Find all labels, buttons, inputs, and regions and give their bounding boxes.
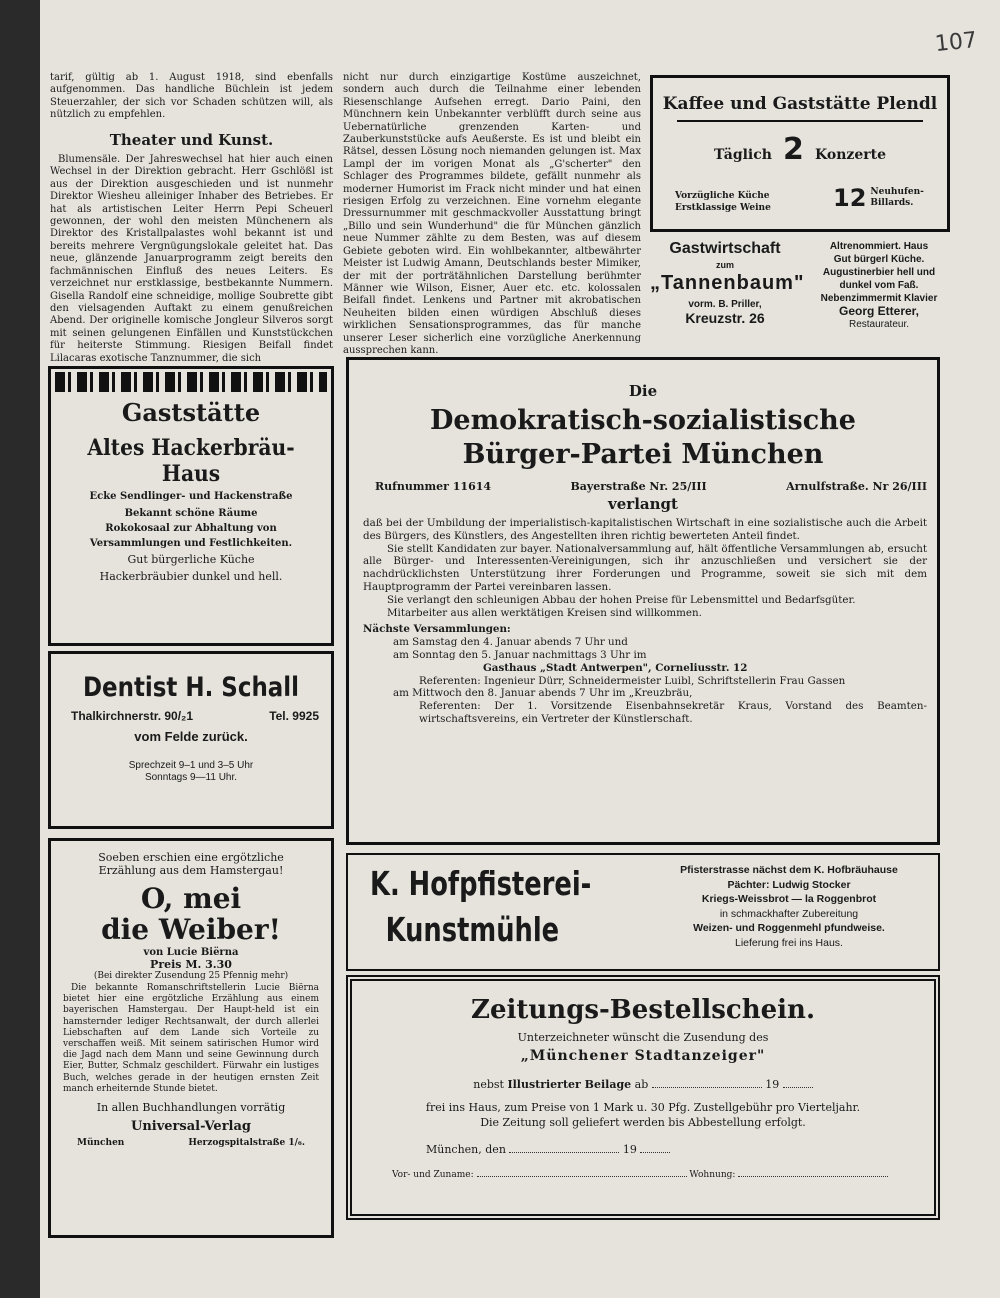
ad-book: Soeben erschien eine ergötzliche Erzählung aus dem Hamstergau! O, mei die Weiber! von Lucie Biërna Preis M. 3.30 (Bei direkter Zusendung 25 Pfennig mehr) Die bekannte Romanschriftstellerin Lucie Biërna bietet hier eine ergötzliche Erzählung aus einem bayerischen Hamstergau. Der Haupt-held ist ein hamsternder lediger Rechtsanwalt, der durch allerlei Liebschaften auf dem Lande sich Vorteile zu verschaffen weiß. Mit seinem satirischen Humor wird die Jagd nach dem Mann und seine Gewinnung durch Eier, Butter, Schmalz geschildert. Fürwahr ein lustiges Buch, welches gerade in der heutigen ernsten Zeit manch erheiternde Stunde bietet. In allen Buchhandlungen vorrätig Universal-Verlag München Herzogspitalstraße 1/₆. — [48, 838, 334, 1238]
plendl-features: Vorzügliche Küche Erstklassige Weine — [675, 191, 771, 213]
plendl-billiards: 12 Neuhufen- Billards. — [833, 184, 924, 212]
column-1-text — [50, 72, 333, 365]
order-date-field[interactable] — [509, 1152, 619, 1153]
dentist-name: Dentist H. Schall — [82, 672, 300, 703]
ad-tannenbaum: Gastwirtschaft zum „Tannenbaum" vorm. B. Priller, Kreuzstr. 26 Altrenommiert. Haus Gut bürgerl Küche. Augustinerbier hell und dunkel vom Faß. Nebenzimmermit Klavier Georg Etterer, Restaurateur. — [650, 240, 938, 330]
theater-heading: Theater und Kunst. — [109, 130, 274, 149]
ad-order-form: Zeitungs-Bestellschein. Unterzeichneter wünscht die Zusendung des „Münchener Stadtanzeiger" nebst Illustrierter Beilage ab 19 frei ins Haus, zum Preise von 1 Mark u. 30 Pfg. Zustellgebühr pro Vierteljahr. Die Zeitung soll geliefert werden bis Abbestellung erfolgt. München, den 19 Vor- und Zuname: Wohnung: — [346, 975, 940, 1220]
theater-paragraph-continued: nicht nur durch einzigartige Kostüme auszeichnet, sondern auch durch die Teilnahme einer lebenden Riesenschlange Aufsehen erregt. Dario Paini, den Münchnern kein Unbekannter verblüfft durch seine aus Uebernatürliche grenzenden Karten- und Zauberkunststücke aufs Aeußerste. Es ist und bleibt ein Rätsel, dessen Lösung noch niemanden gelungen ist. Max Lampl der im vorigen Monat als „G'scherter" den Schlager des Programmes bildete, gefällt nunmehr als moderner Humorist im Frack nicht minder und hat einen riesigen Erfolg zu verzeichnen. Eine vornehm elegante Dressurnummer mit geschmackvoller Ausstattung bringt „Billo und sein Wunderhund" die für München gänzlich neue Nummer zählte zu dem Besten, was auf diesem Gebiete geboten wird. Ein wohlbekannter, altbewährter Meister ist Ludwig Amann, Deutschlands bester Mimiker, der mit der porträtähnlichen Darstellung berühmter Männer wie Wilson, Eisner, Auer etc. etc. kolossalen Beifall findet. Lenkens und Partner mit akrobatischen Neuheiten bilden einen würdigen Abschluß dieses wirklichen Sensationsprogrammes, das für manche unserer Leser sicherlich eine vorzügliche Anerkennung aussprechen kann. — [343, 72, 641, 356]
hacker-name: Altes Hackerbräu-Haus — [87, 435, 295, 487]
party-contact: Rufnummer 11614 Bayerstraße Nr. 25/III Arnulfstraße. Nr 26/III — [375, 480, 927, 493]
order-start-date[interactable] — [652, 1087, 762, 1088]
book-title: O, mei die Weiber! — [101, 882, 281, 946]
ad-party: Die Demokratisch-sozialistische Bürger-Partei München Rufnummer 11614 Bayerstraße Nr. 25/III Arnulfstraße. Nr 26/III verlangt daß bei der Umbildung der imperialistisch-kapitalistischen Wirtschaft in eine sozialistische auch die Arbeit des Bürgers, des Künstlers, des Angestellten ihren richtig bewerteten Anteil findet. Sie stellt Kandidaten zur bayer. Nationalversammlung auf, hält öffentliche Versammlungen ab, ersucht alle Bürger- und Interessenten-Vereinigungen, sich ihr anzuschließen und versichert sie der nachdrücklichsten Unterstützung ihrer Forderungen und Programme, soweit sie sich mit dem Hauptprogramm der Partei vereinbaren lassen. Sie verlangt den schleunigen Abbau der hohen Preise für Lebensmittel und Bedarfsgüter. Mitarbeiter aus allen werktätigen Kreisen sind willkommen. Nächste Versammlungen: am Samstag den 4. Januar abends 7 Uhr und am Sonntag den 5. Januar nachmittags 3 Uhr im Gasthaus „Stadt Antwerpen", Corneliusstr. 12 Referenten: Ingenieur Dürr, Schneidermeister Luibl, Schriftstellerin Frau Gassen am Mittwoch den 8. Januar abends 7 Uhr im „Kreuzbräu, Referenten: Der 1. Vorsitzende Eisenbahnsekretär Kraus, Vorstand des Beamten-wirtschaftsvereins, ein Vertreter der Künstlerschaft. — [346, 357, 940, 845]
order-paper: „Münchener Stadtanzeiger" — [520, 1048, 766, 1064]
hofpfisterei-name: K. Hofpfisterei- Kunstmühle — [370, 864, 592, 949]
ad-plendl — [650, 75, 950, 232]
ornament-border — [55, 372, 327, 392]
page-number: 107 — [933, 27, 979, 58]
plendl-title: Kaffee und Gaststätte Plendl — [662, 94, 938, 114]
party-text: daß bei der Umbildung der imperialistisch-kapitalistischen Wirtschaft in eine sozialistische auch die Arbeit des Bürgers, des Künstlers, des Angestellten ihren richtig bewerteten Anteil findet. Sie stellt Kandidaten zur bayer. Nationalversammlung auf, hält öffentliche Versammlungen ab, ersucht alle Bürger- und Interessenten-Vereinigungen, sich ihr anzuschließen und versichert sie der nachdrücklichsten Unterstützung ihrer Forderungen und Programme, soweit sie sich mit dem Hauptprogramm der Partei vereinbaren lassen. Sie verlangt den schleunigen Abbau der hohen Preise für Lebensmittel und Bedarfsgüter. Mitarbeiter aus allen werktätigen Kreisen sind willkommen. Nächste Versammlungen: am Samstag den 4. Januar abends 7 Uhr und am Sonntag den 5. Januar nachmittags 3 Uhr im Gasthaus „Stadt Antwerpen", Corneliusstr. 12 Referenten: Ingenieur Dürr, Schneidermeister Luibl, Schriftstellerin Frau Gassen am Mittwoch den 8. Januar abends 7 Uhr im „Kreuzbräu, Referenten: Der 1. Vorsitzende Eisenbahnsekretär Kraus, Vorstand des Beamten-wirtschaftsvereins, ein Vertreter der Künstlerschaft. — [363, 517, 927, 725]
order-title: Zeitungs-Bestellschein. — [470, 995, 816, 1025]
order-name-field[interactable] — [477, 1176, 687, 1177]
column-2-text — [343, 72, 641, 357]
ad-hackerbraeu: Gaststätte Altes Hackerbräu-Haus Ecke Sendlinger- und Hackenstraße Bekannt schöne Räume Rokokosaal zur Abhaltung von Versammlungen und Festlichkeiten. Gut bürgerliche Küche Hackerbräubier dunkel und hell. — [48, 366, 334, 646]
intro-paragraph: tarif, gültig ab 1. August 1918, sind ebenfalls aufgenommen. Das handliche Büchlein ist jedem Steuerzahler, der sich vor Schaden schützen will, als nützlich zu empfehlen. — [50, 72, 333, 121]
theater-paragraph: Blumensäle. Der Jahreswechsel hat hier auch einen Wechsel in der Direktion gebracht. Herr Gschlößl ist aus der Direktion ausgeschieden und ist nunmehr Direktor Wiesheu alleiniger Inhaber des Betriebes. Er hat als artistischen Leiter Herrn Pepi Scheuerl gewonnen, der wohl den meisten Münchenern als Direktor des Kristallpalastes wohl bekannt ist und bereits mehrere Vergnügungslokale geleitet hat. Das neue, glänzende Januarprogramm zeigt bereits den fachmännischen Einfluß des neues Leiters. Es verzeichnet nur erstklassige, bestbekannte Nummern. Gisella Randolf eine schneidige, mollige Soubrette gibt den vielsagenden Auftakt zu einem genußreichen Abend. Der originelle komische Jongleur Silveros sorgt mit seinen gelungenen Einfällen und Kunststückchen für heiterste Stimmung. Riesigen Beifall findet Lilacaras exotische Tanznummer, die sich — [50, 154, 333, 364]
newspaper-page — [40, 0, 1000, 1298]
plendl-concerts: Täglich 2 Konzerte — [713, 132, 886, 167]
order-address-field[interactable] — [738, 1176, 888, 1177]
ad-dentist: Dentist H. Schall Thalkirchnerstr. 90/₂1 Tel. 9925 vom Felde zurück. Sprechzeit 9–1 und 3–5 Uhr Sonntags 9—11 Uhr. — [48, 651, 334, 829]
party-name: Demokratisch-sozialistische Bürger-Partei München — [430, 405, 856, 470]
dentist-address: Thalkirchnerstr. 90/₂1 Tel. 9925 — [71, 709, 319, 723]
divider — [677, 120, 923, 122]
ad-hofpfisterei: K. Hofpfisterei- Kunstmühle Pfisterstrasse nächst dem K. Hofbräuhause Pächter: Ludwig Stocker Kriegs-Weissbrot — la Roggenbrot in schmackhafter Zubereitung Weizen- und Roggenmehl pfundweise. Lieferung frei ins Haus. — [346, 853, 940, 971]
hacker-title: Gaststätte — [121, 398, 261, 427]
